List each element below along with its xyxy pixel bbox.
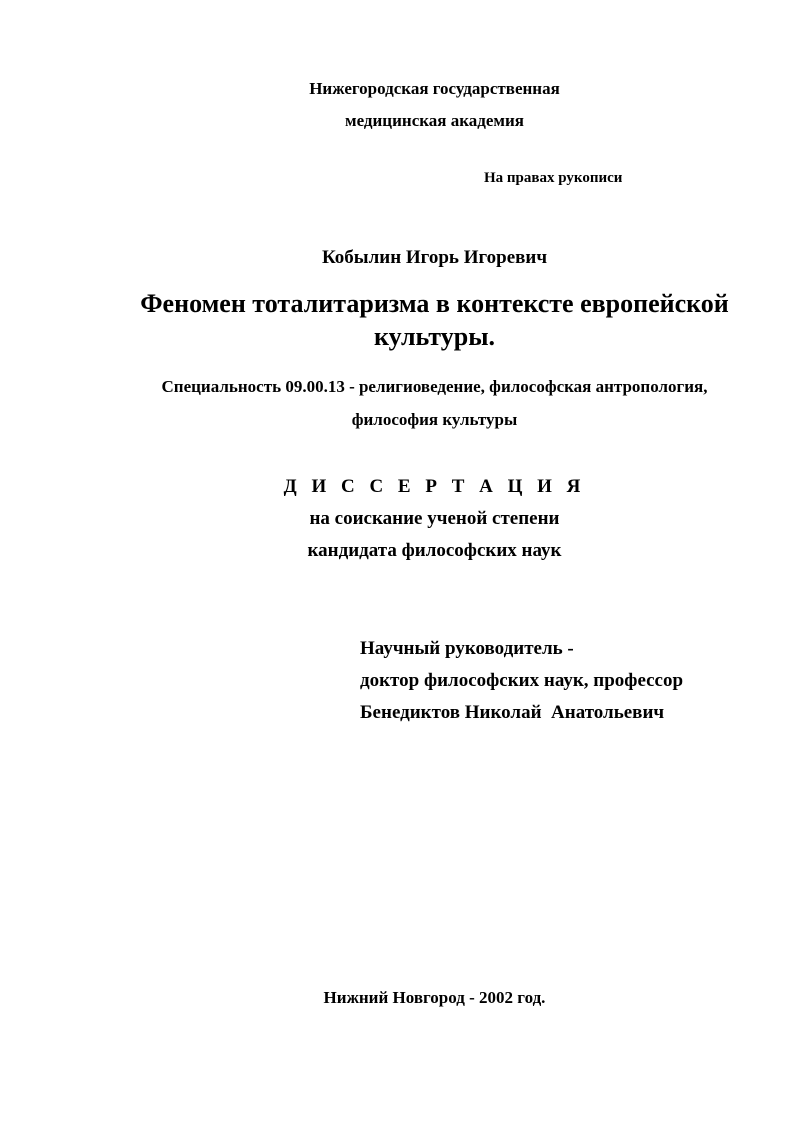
- dissertation-title-line-1: Феномен тоталитаризма в контексте европейской: [140, 289, 729, 318]
- institution-line-1: Нижегородская государственная: [309, 79, 560, 98]
- supervisor-label: Научный руководитель -: [360, 638, 574, 659]
- manuscript-note: На правах рукописи: [484, 170, 623, 186]
- supervisor-name: Бенедиктов Николай Анатольевич: [360, 702, 665, 723]
- author-name: Кобылин Игорь Игоревич: [321, 247, 548, 268]
- dissertation-heading: Д И С С Е Р Т А Ц И Я: [283, 476, 586, 497]
- institution-line-2: медицинская академия: [345, 111, 524, 130]
- city-year: Нижний Новгород - 2002 год.: [323, 988, 546, 1007]
- degree-line-1: на соискание ученой степени: [309, 508, 560, 529]
- dissertation-title-line-2: культуры.: [374, 322, 495, 351]
- supervisor-degree: доктор философских наук, профессор: [360, 670, 684, 691]
- specialty-line-1: Специальность 09.00.13 - религиоведение, философская антропология,: [161, 377, 708, 396]
- degree-line-2: кандидата философских наук: [307, 540, 562, 561]
- specialty-line-2: философия культуры: [351, 410, 518, 429]
